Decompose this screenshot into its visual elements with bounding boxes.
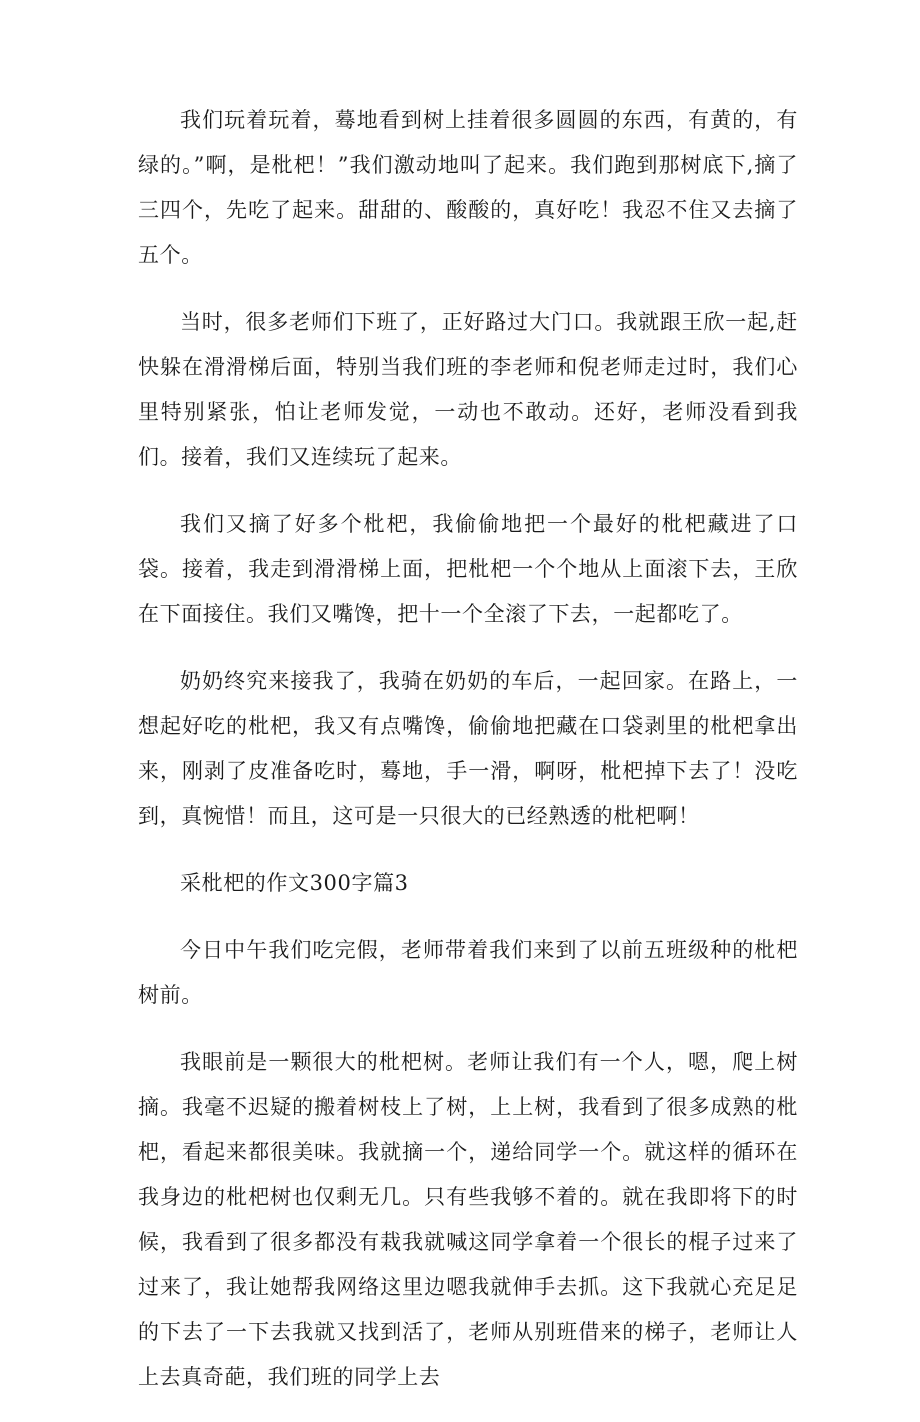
paragraph-loquat-spotted: 我们玩着玩着，蓦地看到树上挂着很多圆圆的东西，有黄的，有绿的。”啊，是枇杷！”我们激动地叫了起来。我们跑到那树底下,摘了三四个，先吃了起来。甜甜的、酸酸的，真好吃！我忍不住又去摘了五个。 [138, 108, 798, 267]
section-heading: 采枇杷的作文300字篇3 [180, 871, 409, 895]
paragraph-hiding-from-teachers: 当时，很多老师们下班了，正好路过大门口。我就跟王欣一起,赶快躲在滑滑梯后面，特别当我们班的李老师和倪老师走过时，我们心里特别紧张，怕让老师发觉，一动也不敢动。还好，老师没看到我们。接着，我们又连续玩了起来。 [138, 310, 798, 469]
paragraph-slide-game: 我们又摘了好多个枇杷，我偷偷地把一个最好的枇杷藏进了口袋。接着，我走到滑滑梯上面，把枇杷一个个地从上面滚下去，王欣在下面接住。我们又嘴馋，把十一个全滚了下去，一起都吃了。 [138, 512, 798, 626]
paragraph-climbing-tree: 我眼前是一颗很大的枇杷树。老师让我们有一个人，嗯，爬上树摘。我毫不迟疑的搬着树枝上了树，上上树，我看到了很多成熟的枇杷，看起来都很美味。我就摘一个，递给同学一个。就这样的循环在我身边的枇杷树也仅剩无几。只有些我够不着的。就在我即将下的时候，我看到了很多都没有栽我就喊这同学拿着一个很长的棍子过来了过来了，我让她帮我网络这里边嗯我就伸手去抓。这下我就心充足足的下去了一下去我就又找到活了，老师从别班借来的梯子，老师让人上去真奇葩，我们班的同学上去 [138, 1050, 798, 1389]
paragraph-noon-trip: 今日中午我们吃完假，老师带着我们来到了以前五班级种的枇杷树前。 [138, 938, 798, 1007]
paragraph-going-home: 奶奶终究来接我了，我骑在奶奶的车后，一起回家。在路上，一想起好吃的枇杷，我又有点嘴馋，偷偷地把藏在口袋剥里的枇杷拿出来，刚剥了皮准备吃时，蓦地，手一滑，啊呀，枇杷掉下去了！没吃到，真惋惜！而且，这可是一只很大的已经熟透的枇杷啊！ [138, 669, 798, 828]
document-body [138, 98, 798, 1422]
